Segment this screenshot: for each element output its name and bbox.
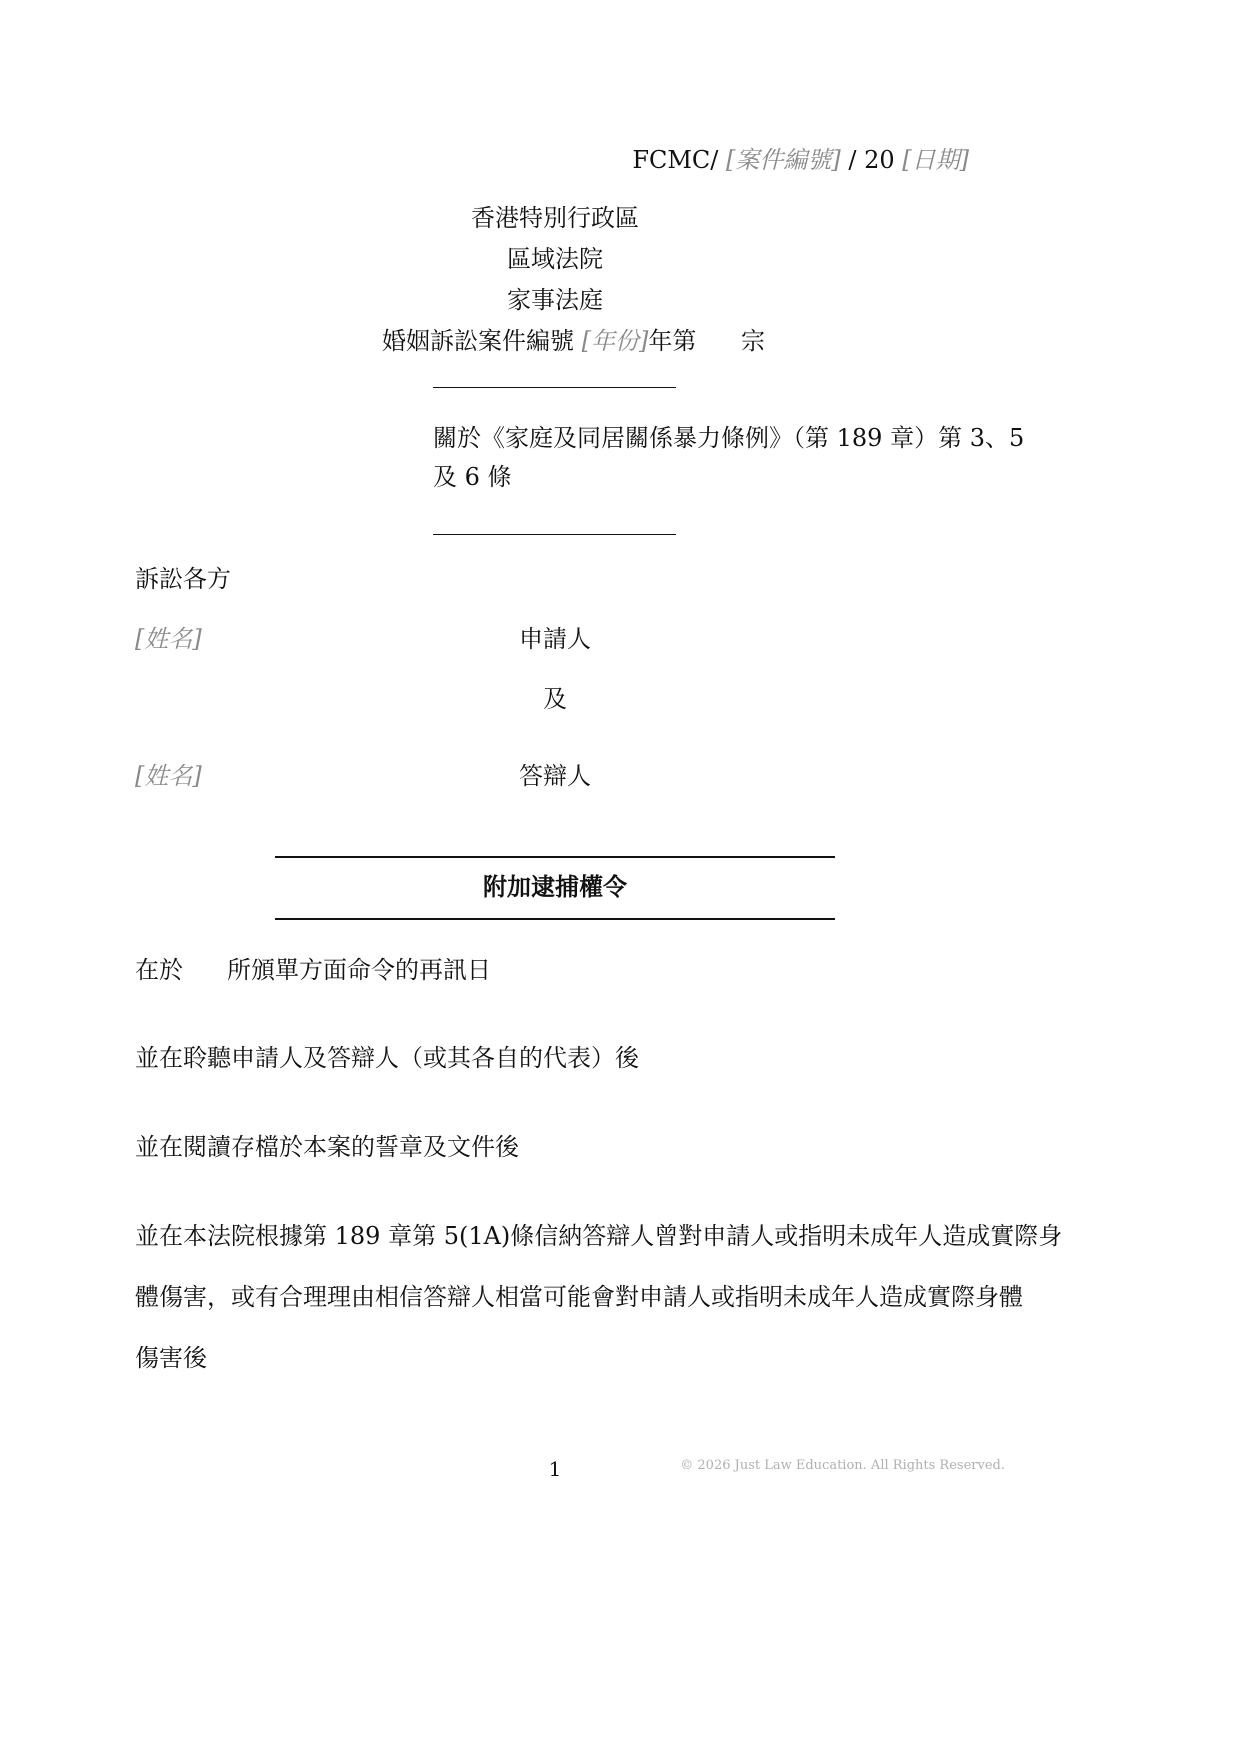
recital-1-prefix: 在於 <box>135 956 183 984</box>
order-title: 附加逮捕權令 <box>483 872 627 901</box>
recital-1 <box>135 956 491 985</box>
date-placeholder[interactable]: [日期] <box>902 146 969 174</box>
respondent-name-placeholder[interactable]: [姓名] <box>135 762 202 790</box>
recital-4-line-2: 體傷害，或有合理理由相信答辯人相當可能會對申請人或指明未成年人造成實際身體 <box>135 1283 1023 1311</box>
parties-conjunction: 及 <box>543 685 567 713</box>
parties-heading: 訴訟各方 <box>135 565 231 593</box>
recital-3: 並在閱讀存檔於本案的誓章及文件後 <box>135 1133 519 1161</box>
statute-line-1: 關於《家庭及同居關係暴力條例》（第 189 章）第 3、5 <box>433 424 1025 452</box>
recital-1-suffix: 所頒單方面命令的再訊日 <box>227 956 491 984</box>
year-placeholder[interactable]: [年份] <box>581 327 649 355</box>
case-reference <box>632 146 969 175</box>
court-division: 家事法庭 <box>507 286 603 314</box>
title-rule-top <box>275 856 835 858</box>
case-line-prefix: 婚姻訴訟案件編號 <box>382 327 582 355</box>
title-rule-bottom <box>275 918 835 920</box>
respondent-role: 答辯人 <box>519 762 591 790</box>
case-number-placeholder[interactable]: [案件編號] <box>726 146 841 174</box>
divider-bottom <box>433 534 676 535</box>
case-line-suffix: 宗 <box>741 327 765 355</box>
divider-top <box>433 387 676 388</box>
applicant-name-placeholder[interactable]: [姓名] <box>135 625 202 653</box>
case-ref-prefix: FCMC/ <box>632 146 719 174</box>
page-number: 1 <box>548 1457 562 1481</box>
court-name: 區域法院 <box>507 245 603 273</box>
recital-4-line-3: 傷害後 <box>135 1344 207 1372</box>
statute-line-2: 及 6 條 <box>433 463 512 491</box>
case-ref-separator: / 20 <box>848 146 903 174</box>
case-line-mid: 年第 <box>648 327 697 355</box>
copyright-notice: © 2026 Just Law Education. All Rights Reserved. <box>680 1458 1005 1473</box>
applicant-role: 申請人 <box>519 625 591 653</box>
court-jurisdiction: 香港特別行政區 <box>471 204 639 232</box>
recital-4-line-1: 並在本法院根據第 189 章第 5(1A)條信納答辯人曾對申請人或指明未成年人造成實際身 <box>135 1222 1063 1250</box>
case-number-line <box>382 327 696 356</box>
recital-2: 並在聆聽申請人及答辯人（或其各自的代表）後 <box>135 1044 639 1072</box>
